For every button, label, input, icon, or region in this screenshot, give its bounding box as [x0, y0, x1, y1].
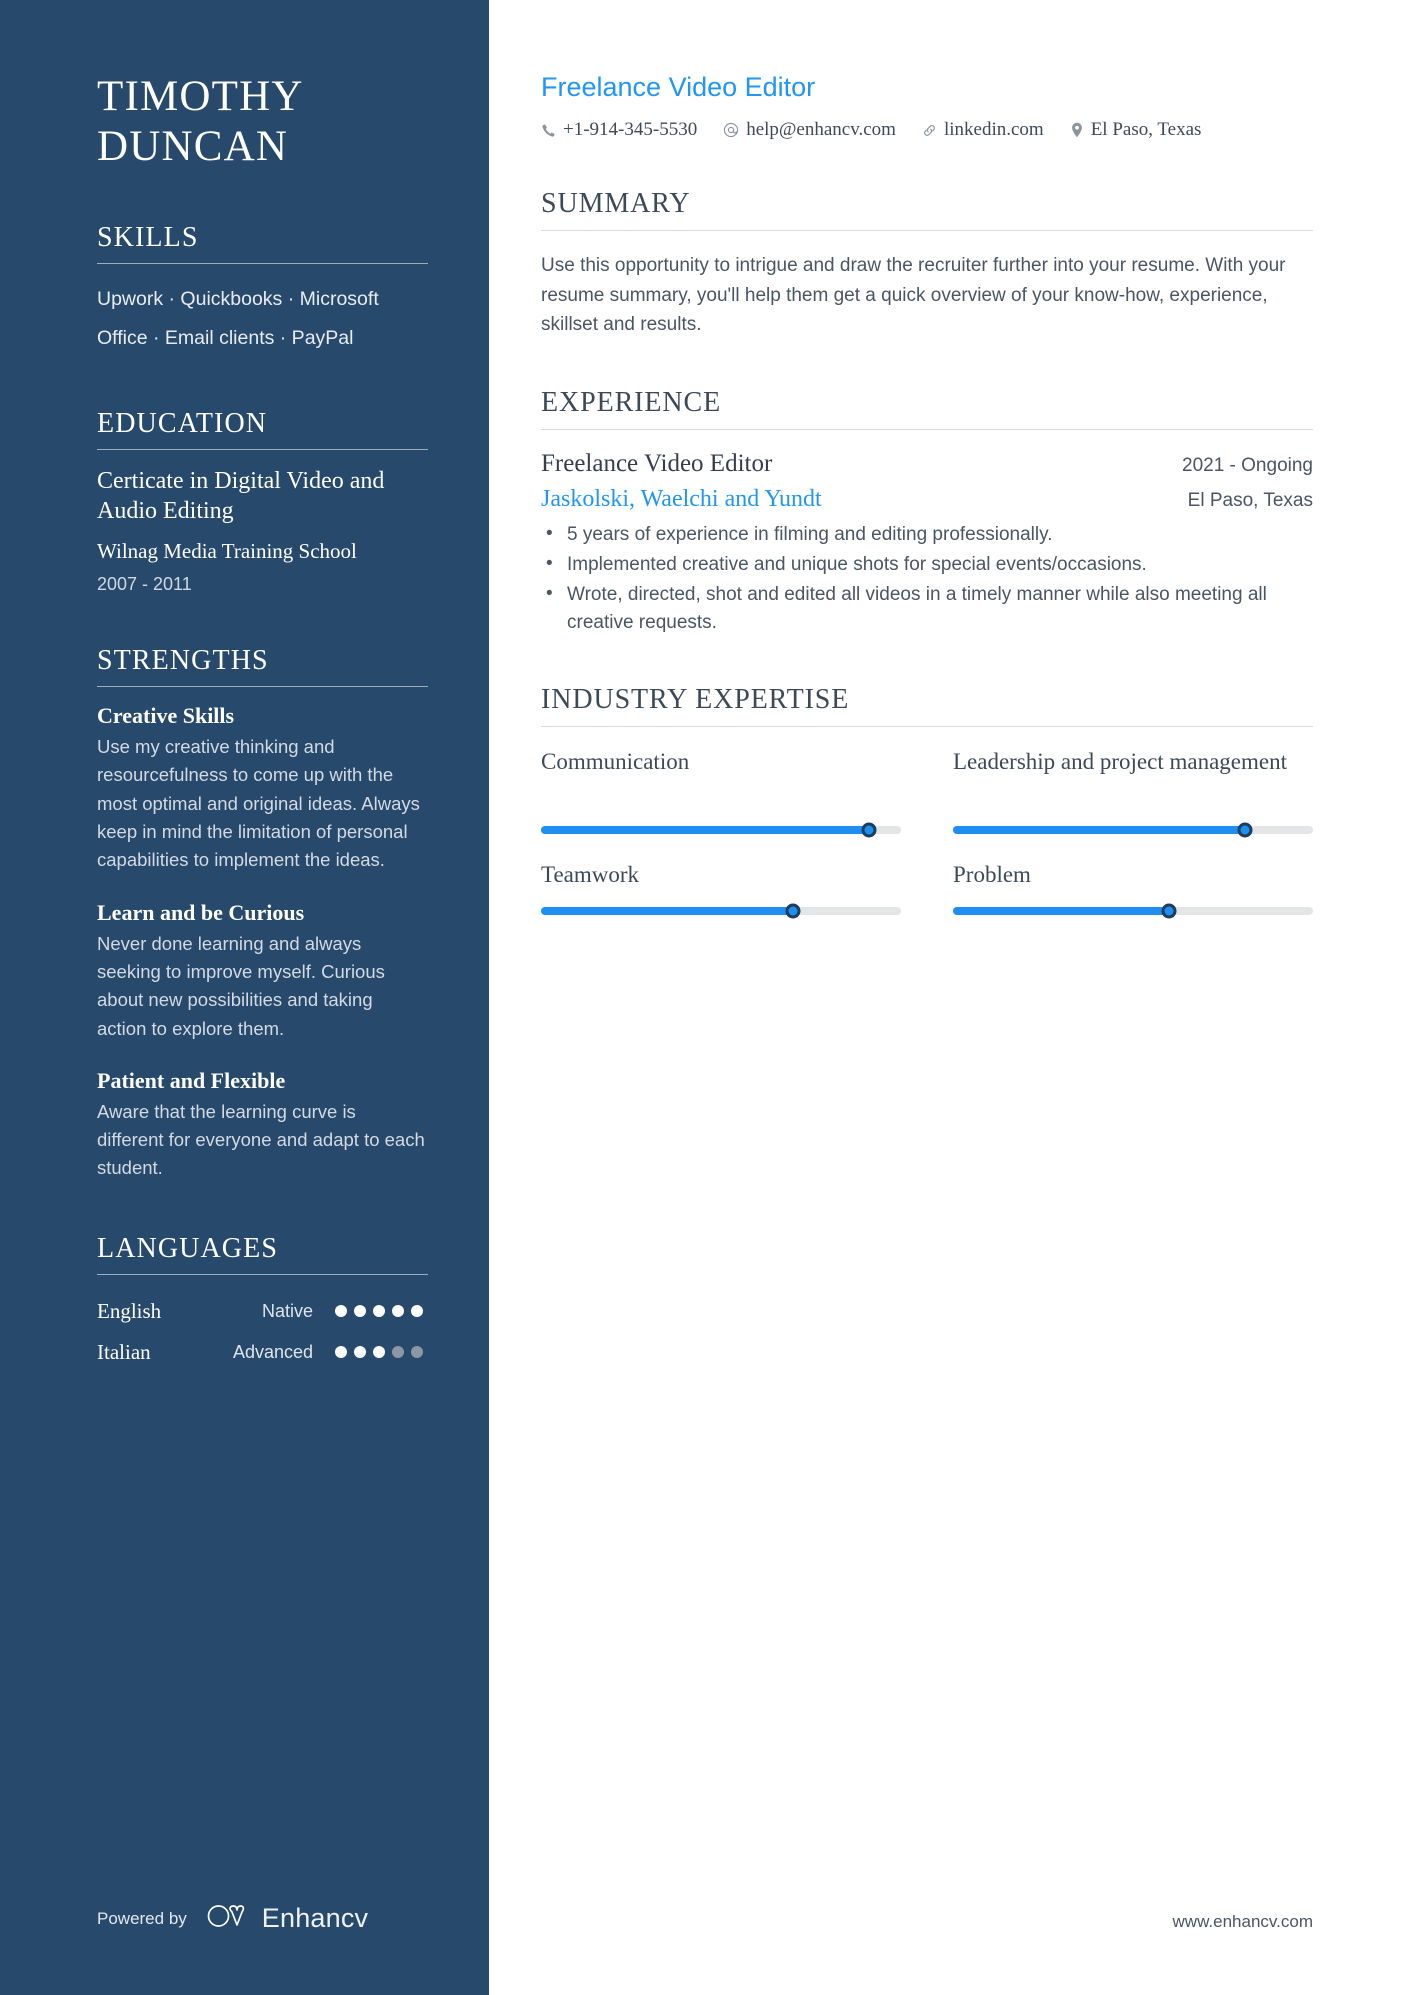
contact-bar: [541, 119, 1313, 141]
experience-bullet: • Wrote, directed, shot and edited all videos in a timely manner while also meeting all creative requests.: [541, 581, 1313, 637]
contact-location-text: El Paso, Texas: [1090, 119, 1202, 140]
experience-bullets: [541, 521, 1313, 637]
site-url: www.enhancv.com: [1172, 1912, 1313, 1931]
slider-knob[interactable]: [861, 823, 876, 838]
strength-item: [97, 1068, 425, 1183]
expertise-grid: [541, 747, 1313, 941]
proficiency-dot: [354, 1305, 366, 1317]
experience-role-row: [541, 450, 1313, 478]
slider-fill: [953, 907, 1169, 915]
industry-expertise-section: [541, 684, 1313, 941]
summary-divider: [541, 230, 1313, 231]
expertise-item: [541, 747, 901, 834]
education-section: [97, 408, 425, 595]
skills-section: [97, 222, 425, 358]
language-level: Native: [261, 1300, 313, 1321]
candidate-first-name: TIMOTHY: [97, 73, 304, 120]
contact-email[interactable]: [723, 119, 896, 141]
location-pin-icon: [1070, 122, 1084, 138]
proficiency-dot: [373, 1346, 385, 1358]
enhancv-logo-icon: [206, 1903, 252, 1934]
expertise-label: Teamwork: [541, 862, 640, 888]
headline-job-title: Freelance Video Editor: [541, 72, 816, 102]
education-degree: Certicate in Digital Video and Audio Editing: [97, 467, 385, 525]
phone-icon: [541, 123, 556, 138]
sidebar: [0, 0, 489, 1995]
experience-heading: EXPERIENCE: [541, 386, 722, 418]
language-name: English: [97, 1298, 162, 1323]
language-row: [97, 1291, 425, 1332]
candidate-last-name: DUNCAN: [97, 122, 289, 170]
strength-description: Never done learning and always seeking to improve myself. Curious about new possibilities and taking action to explore them.: [97, 932, 385, 1039]
proficiency-dot: [354, 1346, 366, 1358]
expertise-label: Leadership and project management: [953, 749, 1287, 775]
proficiency-dot: [392, 1305, 404, 1317]
slider-fill: [541, 826, 869, 834]
summary-text: Use this opportunity to intrigue and draw the recruiter further into your resume. With your resume summary, you'll help them get a quick overview of your know-how, experience, skillset and results.: [541, 255, 1286, 336]
education-dates: 2007 - 2011: [97, 574, 192, 595]
expertise-slider[interactable]: [541, 907, 901, 915]
proficiency-dot: [411, 1346, 423, 1358]
strengths-section: [97, 645, 425, 1183]
experience-section: [541, 387, 1313, 637]
skills-list: Upwork · Quickbooks · Microsoft Office · Email clients · PayPal: [97, 287, 379, 349]
strength-item: [97, 900, 425, 1043]
language-name: Italian: [97, 1339, 151, 1364]
proficiency-dot: [392, 1346, 404, 1358]
skills-heading: SKILLS: [97, 221, 199, 253]
powered-by-footer: [97, 1903, 368, 1934]
strength-title: Creative Skills: [97, 703, 235, 729]
education-heading: EDUCATION: [97, 407, 268, 439]
slider-knob[interactable]: [1162, 904, 1177, 919]
strength-title: Learn and be Curious: [97, 899, 305, 925]
experience-role: Freelance Video Editor: [541, 449, 773, 477]
link-icon: [922, 123, 937, 138]
language-level: Advanced: [232, 1341, 313, 1362]
contact-phone[interactable]: [541, 119, 697, 141]
experience-dates: 2021 - Ongoing: [1182, 454, 1313, 476]
skills-divider: [97, 263, 428, 264]
language-proficiency-dots: [335, 1305, 425, 1317]
slider-fill: [953, 826, 1245, 834]
education-divider: [97, 449, 428, 450]
summary-section: [541, 188, 1313, 340]
slider-knob[interactable]: [786, 904, 801, 919]
proficiency-dot: [373, 1305, 385, 1317]
strength-description: Aware that the learning curve is different for everyone and adapt to each student.: [97, 1100, 425, 1179]
contact-email-text: help@enhancv.com: [746, 119, 896, 140]
industry-expertise-heading: INDUSTRY EXPERTISE: [541, 684, 850, 716]
languages-heading: LANGUAGES: [97, 1232, 279, 1264]
experience-divider: [541, 429, 1313, 430]
contact-linkedin-text: linkedin.com: [943, 119, 1044, 140]
strengths-divider: [97, 686, 428, 687]
proficiency-dot: [411, 1305, 423, 1317]
expertise-label: Communication: [541, 749, 690, 775]
experience-location: El Paso, Texas: [1187, 489, 1313, 511]
experience-bullet: • 5 years of experience in filming and editing professionally.: [541, 521, 1313, 549]
experience-bullet: • Implemented creative and unique shots for special events/occasions.: [541, 551, 1313, 579]
expertise-slider[interactable]: [541, 826, 901, 834]
language-proficiency-dots: [335, 1346, 425, 1358]
languages-section: [97, 1233, 425, 1373]
language-row: [97, 1332, 425, 1373]
expertise-label: Problem: [953, 862, 1031, 888]
contact-location: [1070, 119, 1202, 141]
expertise-slider[interactable]: [953, 907, 1313, 915]
main-content: [489, 0, 1410, 1995]
experience-company-row: [541, 478, 1313, 513]
languages-divider: [97, 1274, 428, 1275]
proficiency-dot: [335, 1305, 347, 1317]
contact-linkedin[interactable]: [922, 119, 1044, 141]
enhancv-brand-name: Enhancv: [261, 1903, 369, 1933]
experience-entry: [541, 450, 1313, 637]
strength-title: Patient and Flexible: [97, 1067, 286, 1093]
powered-by-label: Powered by: [97, 1908, 187, 1928]
strengths-heading: STRENGTHS: [97, 645, 269, 677]
experience-company[interactable]: Jaskolski, Waelchi and Yundt: [541, 485, 822, 512]
enhancv-brand: [206, 1903, 368, 1934]
industry-expertise-divider: [541, 726, 1313, 727]
candidate-name: [97, 0, 425, 172]
email-icon: [723, 122, 739, 138]
education-school: Wilnag Media Training School: [97, 539, 357, 564]
strength-item: [97, 703, 425, 874]
expertise-slider[interactable]: [953, 826, 1313, 834]
contact-phone-text: +1-914-345-5530: [563, 119, 698, 140]
summary-heading: SUMMARY: [541, 188, 691, 219]
proficiency-dot: [335, 1346, 347, 1358]
expertise-item: [953, 860, 1313, 915]
slider-knob[interactable]: [1237, 823, 1252, 838]
slider-fill: [541, 907, 793, 915]
strength-description: Use my creative thinking and resourcefulness to come up with the most optimal and original ideas. Always keep in mind the limitation of personal capabilities to implement the ideas.: [97, 736, 420, 871]
expertise-item: [541, 860, 901, 915]
expertise-item: [953, 747, 1313, 834]
